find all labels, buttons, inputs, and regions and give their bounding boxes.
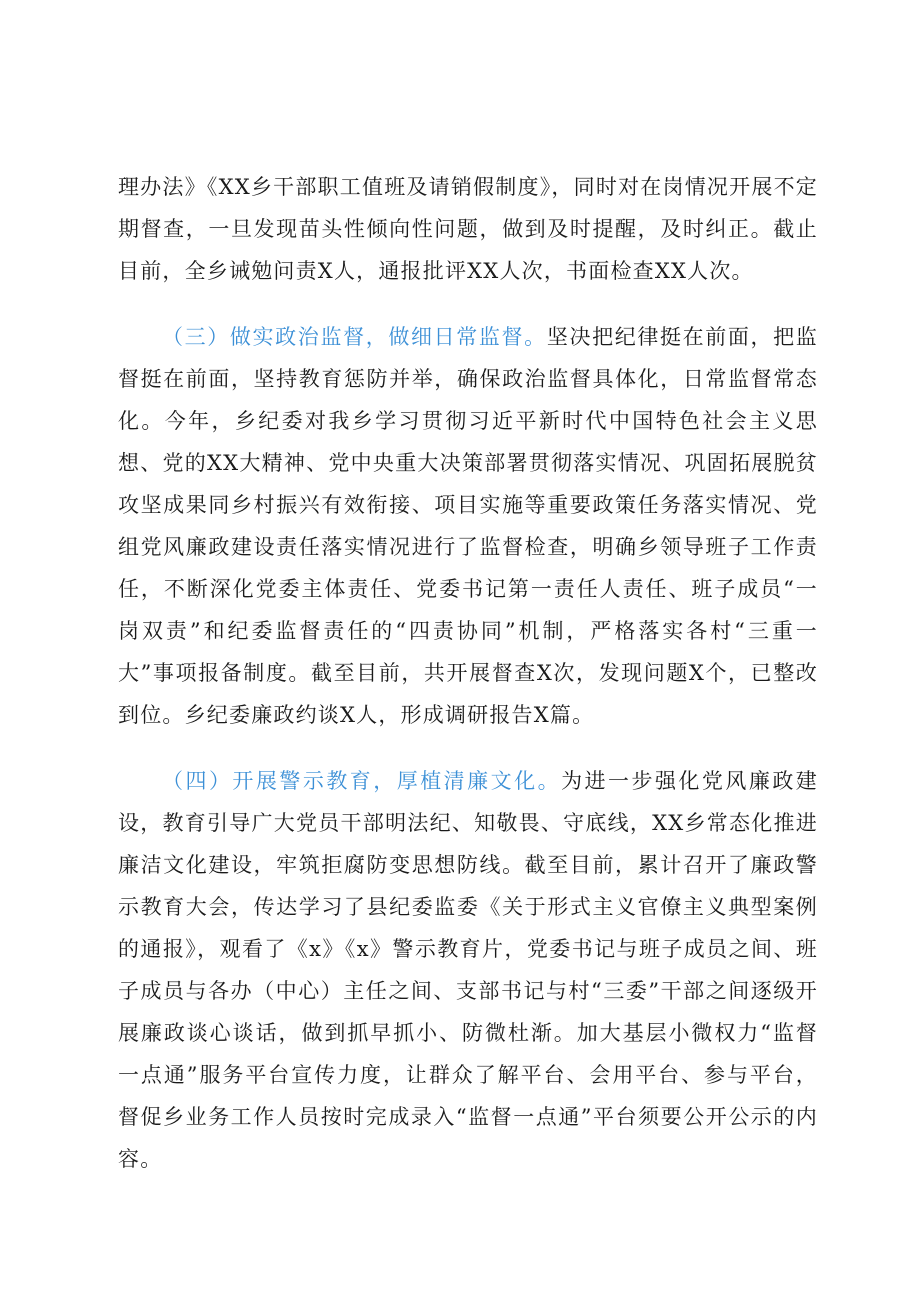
section-heading-3: （三）做实政治监督，做细日常监督。 (162, 325, 547, 349)
section-heading-4: （四）开展警示教育，厚植清廉文化。 (162, 769, 562, 793)
document-body (118, 166, 818, 1204)
paragraph-text: 坚决把纪律挺在前面，把监督挺在前面，坚持教育惩防并举，确保政治监督具体化，日常监督常态化。今年，乡纪委对我乡学习贯彻习近平新时代中国特色社会主义思想、党的XX大精神、党中央重大决策部署贯彻落实情况、巩固拓展脱贫攻坚成果同乡村振兴有效衔接、项目实施等重要政策任务落实情况、党组党风廉政建设责任落实情况进行了监督检查，明确乡领导班子工作责任，不断深化党委主体责任、党委书记第一责任人责任、班子成员“一岗双责”和纪委监督责任的“四责协同”机制，严格落实各村“三重一大”事项报备制度。截至目前，共开展督查X次，发现问题X个，已整改到位。乡纪委廉政约谈X人，形成调研报告X篇。 (118, 325, 818, 727)
paragraph-political-supervision (118, 316, 818, 736)
paragraph-text: 为进一步强化党风廉政建设，教育引导广大党员干部明法纪、知敬畏、守底线，XX乡常态化推进廉洁文化建设，牢筑拒腐防变思想防线。截至目前，累计召开了廉政警示教育大会，传达学习了县纪委监委《关于形式主义官僚主义典型案例的通报》，观看了《x》《x》警示教育片，党委书记与班子成员之间、班子成员与各办（中心）主任之间、支部书记与村“三委”干部之间逐级开展廉政谈心谈话，做到抓早抓小、防微杜渐。加大基层小微权力“监督一点通”服务平台宣传力度，让群众了解平台、会用平台、参与平台，督促乡业务工作人员按时完成录入“监督一点通”平台须要公开公示的内容。 (118, 769, 818, 1171)
paragraph-warning-education (118, 760, 818, 1180)
paragraph-continuation (118, 166, 818, 292)
paragraph-text: 理办法》《XX乡干部职工值班及请销假制度》，同时对在岗情况开展不定期督查，一旦发现苗头性倾向性问题，做到及时提醒，及时纠正。截止目前，全乡诫勉问责X人，通报批评XX人次，书面检查XX人次。 (118, 175, 818, 283)
